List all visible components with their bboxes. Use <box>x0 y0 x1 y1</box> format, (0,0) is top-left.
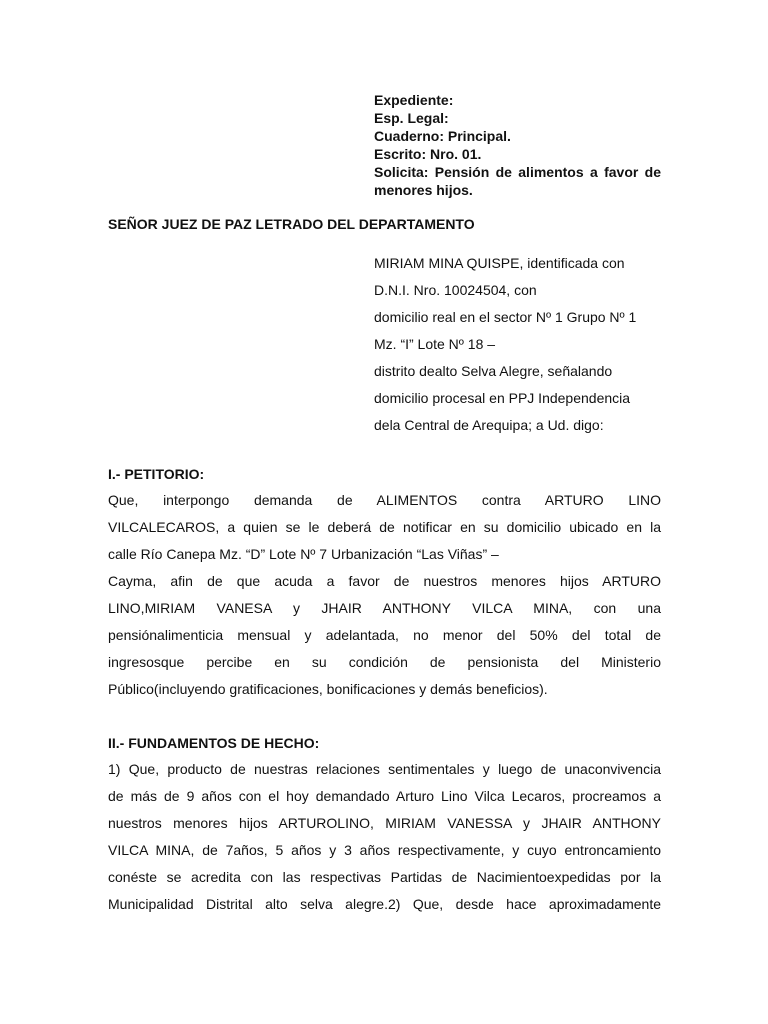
petitorio-paragraph <box>108 487 661 703</box>
intro-line: domicilio procesal en PPJ Independencia <box>374 390 631 406</box>
petitorio-line: Cayma, afin de que acuda a favor de nuestros menores hijos ARTURO <box>108 573 661 589</box>
fundamentos-line: de más de 9 años con el hoy demandado Arturo Lino Vilca Lecaros, procreamos a <box>108 788 661 804</box>
solicita-line: Solicita: Pensión de alimentos a favor de menores hijos. <box>374 164 661 198</box>
fundamentos-line: conéste se acredita con las respectivas Partidas de Nacimientoexpedidas por la <box>108 869 661 885</box>
petitorio-line: Que, interpongo demanda de ALIMENTOS contra ARTURO LINO <box>108 492 661 508</box>
petitorio-line: Público(incluyendo gratificaciones, bonificaciones y demás beneficios). <box>108 681 548 697</box>
petitorio-line: VILCALECAROS, a quien se le deberá de notificar en su domicilio ubicado en la <box>108 519 661 535</box>
case-header <box>374 91 661 199</box>
fundamentos-line: nuestros menores hijos ARTUROLINO, MIRIAM VANESSA y JHAIR ANTHONY <box>108 815 661 831</box>
intro-line: domicilio real en el sector Nº 1 Grupo Nº 1 <box>374 309 637 325</box>
petitorio-heading: I.- PETITORIO: <box>108 466 205 482</box>
intro-line: MIRIAM MINA QUISPE, identificada con <box>374 255 625 271</box>
expediente-line: Expediente: <box>374 92 454 108</box>
intro-line: dela Central de Arequipa; a Ud. digo: <box>374 417 604 433</box>
fundamentos-line: VILCA MINA, de 7años, 5 años y 3 años respectivamente, y cuyo entroncamiento <box>108 842 661 858</box>
fundamentos-paragraph <box>108 756 661 918</box>
fundamentos-heading: II.- FUNDAMENTOS DE HECHO: <box>108 735 320 751</box>
intro-line: distrito dealto Selva Alegre, señalando <box>374 363 613 379</box>
fundamentos-line: Municipalidad Distrital alto selva alegre.2) Que, desde hace aproximadamente <box>108 896 661 912</box>
intro-paragraph <box>374 250 674 439</box>
esp-legal-line: Esp. Legal: <box>374 110 449 126</box>
petitorio-line: LINO,MIRIAM VANESA y JHAIR ANTHONY VILCA MINA, con una <box>108 600 661 616</box>
addressee-heading: SEÑOR JUEZ DE PAZ LETRADO DEL DEPARTAMENTO <box>108 216 475 232</box>
intro-line: D.N.I. Nro. 10024504, con <box>374 282 537 298</box>
petitorio-line: calle Río Canepa Mz. “D” Lote Nº 7 Urbanización “Las Viñas” – <box>108 546 499 562</box>
cuaderno-line: Cuaderno: Principal. <box>374 128 511 144</box>
intro-line: Mz. “I” Lote Nº 18 – <box>374 336 496 352</box>
petitorio-line: ingresosque percibe en su condición de pensionista del Ministerio <box>108 654 661 670</box>
fundamentos-line: 1) Que, producto de nuestras relaciones sentimentales y luego de unaconvivencia <box>108 761 661 777</box>
escrito-line: Escrito: Nro. 01. <box>374 146 482 162</box>
petitorio-line: pensiónalimenticia mensual y adelantada, no menor del 50% del total de <box>108 627 661 643</box>
